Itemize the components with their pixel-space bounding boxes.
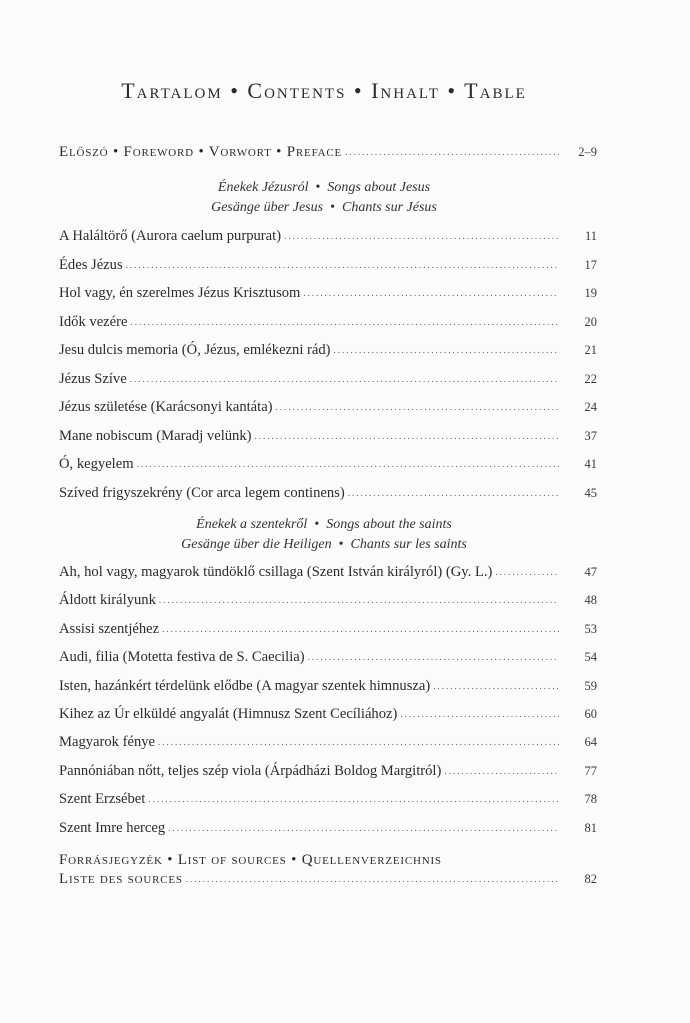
toc-entry[interactable]: [59, 649, 597, 671]
page-number: 19: [584, 286, 597, 300]
toc-entry[interactable]: [59, 564, 597, 586]
toc-entry[interactable]: [59, 791, 597, 813]
entry-title: Pannóniában nőtt, teljes szép viola (Árpádházi Boldog Margitról): [59, 762, 442, 779]
page-number: 60: [584, 707, 597, 721]
leader-dots: [186, 874, 559, 884]
toc-entry[interactable]: [59, 342, 597, 364]
toc-entry[interactable]: [59, 678, 597, 700]
page-number: 17: [584, 257, 597, 272]
leader-dots: [255, 431, 559, 441]
leader-dots: [308, 652, 559, 662]
toc-entry[interactable]: [59, 592, 597, 614]
entry-title: Assisi szentjéhez: [59, 620, 160, 637]
leader-dots: [284, 231, 559, 241]
toc-entry[interactable]: [59, 428, 597, 450]
leader-dots: [148, 794, 559, 804]
leader-dots: [334, 345, 559, 355]
leader-dots: [126, 260, 559, 270]
entry-title: Édes Jézus: [59, 256, 123, 273]
page-number: 47: [584, 565, 597, 579]
entry-title: Magyarok fénye: [59, 734, 156, 751]
entry-title: Kihez az Úr elküldé angyalát (Himnusz Szent Cecíliához): [59, 706, 398, 722]
sources-label: Liste des sources: [59, 871, 183, 887]
section-heading-jesus: [0, 178, 648, 218]
section-heading-line: Énekek a szentekről • Songs about the saints: [196, 517, 452, 532]
toc-entry[interactable]: [59, 621, 597, 643]
entry-title: Jézus Szíve: [59, 370, 127, 387]
leader-dots: [433, 681, 559, 691]
entry-title: Szent Imre herceg: [59, 819, 166, 836]
page-number: 21: [584, 343, 597, 357]
page-number: 48: [584, 593, 597, 608]
leader-dots: [345, 147, 559, 157]
section-heading-line: Énekek Jézusról • Songs about Jesus: [217, 180, 431, 195]
toc-entry[interactable]: [59, 257, 597, 279]
leader-dots: [495, 567, 559, 577]
leader-dots: [444, 766, 559, 776]
page-number: 77: [584, 763, 597, 778]
leader-dots: [162, 624, 559, 634]
page-number: 81: [584, 820, 597, 835]
entry-title: Szent Erzsébet: [59, 791, 146, 808]
toc-entry[interactable]: [59, 485, 597, 507]
leader-dots: [130, 317, 559, 327]
sources-entry[interactable]: [59, 871, 597, 893]
entry-title: A Haláltörő (Aurora caelum purpurat): [59, 228, 282, 244]
toc-entry[interactable]: [59, 314, 597, 336]
foreword-entry[interactable]: [59, 144, 597, 166]
page-number: 59: [584, 678, 597, 693]
entry-title: Isten, hazánkért térdelünk elődbe (A magyar szentek himnusza): [59, 677, 431, 694]
entry-title: Szíved frigyszekrény (Cor arca legem continens): [59, 484, 345, 501]
page-number: 20: [584, 314, 597, 329]
entry-title: Jesu dulcis memoria (Ó, Jézus, emlékezni rád): [59, 342, 331, 358]
toc-entry[interactable]: [59, 399, 597, 421]
entry-title: Ó, kegyelem: [59, 456, 134, 472]
toc-entry[interactable]: [59, 285, 597, 307]
page-number: 54: [584, 650, 597, 665]
page-number: 45: [584, 485, 597, 500]
leader-dots: [348, 488, 559, 498]
page-number: 41: [584, 457, 597, 471]
page-number: 64: [584, 735, 597, 750]
toc-entry[interactable]: [59, 763, 597, 785]
leader-dots: [158, 737, 559, 747]
leader-dots: [276, 402, 559, 412]
toc-entry[interactable]: [59, 820, 597, 842]
entry-title: Áldott királyunk: [59, 592, 156, 609]
page-number: 24: [584, 400, 597, 414]
toc-entry[interactable]: [59, 228, 597, 250]
page-number: 78: [584, 792, 597, 807]
section-heading-saints: [0, 515, 648, 555]
page-number: 2–9: [578, 145, 597, 159]
entry-title: Ah, hol vagy, magyarok tündöklő csillaga (Szent István királyról) (Gy. L.): [59, 564, 493, 580]
toc-entry[interactable]: [59, 734, 597, 756]
leader-dots: [400, 709, 559, 719]
sources-heading: Forrásjegyzék • List of sources • Quellenverzeichnis: [59, 852, 442, 868]
entry-title: Hol vagy, én szerelmes Jézus Krisztusom: [59, 285, 301, 301]
entry-title: Idők vezére: [59, 313, 128, 330]
section-heading-line: Gesänge über die Heiligen • Chants sur les saints: [181, 537, 467, 552]
toc-entry[interactable]: [59, 371, 597, 393]
foreword-label: Előszó • Foreword • Vorwort • Preface: [59, 144, 343, 160]
page-number: 37: [584, 428, 597, 443]
leader-dots: [168, 823, 559, 833]
leader-dots: [130, 374, 559, 384]
page-number: 22: [584, 371, 597, 386]
entry-title: Mane nobiscum (Maradj velünk): [59, 427, 252, 444]
toc-entry[interactable]: [59, 706, 597, 728]
page-number: 11: [584, 229, 597, 243]
page-number: 82: [584, 872, 597, 886]
section-heading-line: Gesänge über Jesus • Chants sur Jésus: [211, 200, 437, 215]
toc-entry[interactable]: [59, 456, 597, 478]
page-number: 53: [584, 621, 597, 636]
leader-dots: [137, 459, 559, 469]
leader-dots: [303, 288, 559, 298]
entry-title: Audi, filia (Motetta festiva de S. Caecilia): [59, 649, 305, 666]
entry-title: Jézus születése (Karácsonyi kantáta): [59, 399, 273, 415]
page-title: Tartalom • Contents • Inhalt • Table: [121, 78, 527, 103]
leader-dots: [159, 595, 559, 605]
